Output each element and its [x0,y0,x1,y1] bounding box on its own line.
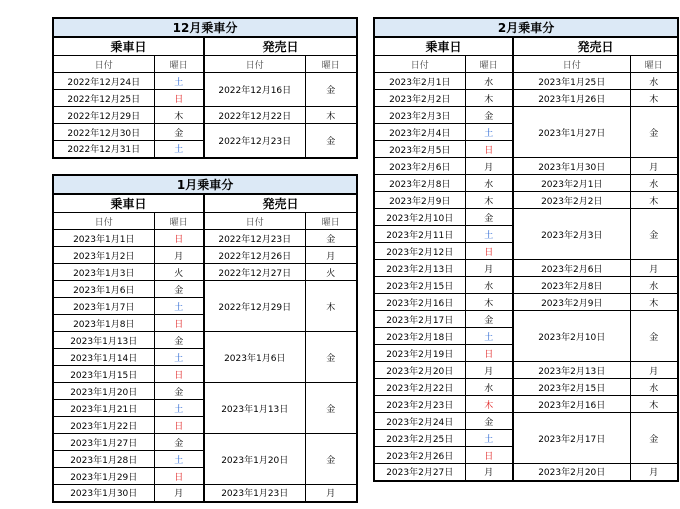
ride-date: 2023年1月7日 [53,298,154,315]
sale-date: 2022年12月27日 [204,264,305,281]
ride-date: 2023年1月27日 [53,434,154,451]
ride-date: 2023年1月3日 [53,264,154,281]
ride-date: 2023年2月11日 [374,226,465,243]
table-row [374,209,678,226]
ride-weekday: 月 [465,464,513,481]
date-column-header: 日付 [53,56,154,73]
ride-date: 2023年2月23日 [374,396,465,413]
ride-weekday: 土 [154,451,204,468]
ride-weekday: 金 [465,107,513,124]
ride-weekday: 金 [154,434,204,451]
ride-weekday: 日 [465,345,513,362]
table-row [374,379,678,396]
ride-date: 2023年2月9日 [374,192,465,209]
ride-date: 2022年12月29日 [53,107,154,124]
sale-date-header: 発売日 [513,37,678,56]
ride-weekday: 金 [154,383,204,400]
weekday-column-header: 曜日 [465,56,513,73]
ride-date-header: 乗車日 [374,37,513,56]
sale-date: 2023年2月8日 [513,277,630,294]
sale-weekday: 木 [630,90,678,107]
ride-date: 2023年1月14日 [53,349,154,366]
ride-date: 2023年2月26日 [374,447,465,464]
ride-date: 2023年2月16日 [374,294,465,311]
sale-weekday: 木 [630,294,678,311]
sale-weekday: 火 [305,264,357,281]
table-row [53,383,357,400]
sale-weekday: 月 [305,247,357,264]
date-column-header: 日付 [513,56,630,73]
sale-date: 2022年12月29日 [204,281,305,332]
ride-weekday: 土 [465,430,513,447]
table-row [374,311,678,328]
sale-date: 2023年1月13日 [204,383,305,434]
ride-date: 2023年2月24日 [374,413,465,430]
ride-date: 2023年1月30日 [53,485,154,502]
sale-weekday: 金 [305,383,357,434]
table-row [374,158,678,175]
sale-weekday: 金 [305,332,357,383]
ride-date: 2023年1月21日 [53,400,154,417]
ride-date: 2023年2月20日 [374,362,465,379]
ride-date: 2023年1月8日 [53,315,154,332]
ride-date: 2023年2月15日 [374,277,465,294]
sale-weekday: 金 [630,209,678,260]
ride-weekday: 木 [465,192,513,209]
table-row [374,107,678,124]
ride-date: 2023年2月8日 [374,175,465,192]
ride-date: 2023年2月13日 [374,260,465,277]
ride-weekday: 日 [465,243,513,260]
sale-date: 2022年12月22日 [204,107,305,124]
sale-date: 2023年1月6日 [204,332,305,383]
ride-date: 2023年1月29日 [53,468,154,485]
table-row [53,73,357,90]
sale-weekday: 月 [630,464,678,481]
sale-weekday: 金 [305,434,357,485]
ride-weekday: 金 [154,332,204,349]
ride-date: 2023年2月1日 [374,73,465,90]
table-row [374,413,678,430]
table-row [53,124,357,141]
sale-weekday: 木 [305,281,357,332]
ride-weekday: 火 [154,264,204,281]
ride-weekday: 木 [154,107,204,124]
ride-weekday: 土 [154,298,204,315]
ride-date: 2023年1月22日 [53,417,154,434]
ride-weekday: 土 [154,141,204,158]
ride-weekday: 月 [465,158,513,175]
sale-weekday: 金 [630,311,678,362]
sale-date-header: 発売日 [204,37,357,56]
sale-date: 2023年1月30日 [513,158,630,175]
sale-date-header: 発売日 [204,194,357,213]
ride-date: 2023年1月13日 [53,332,154,349]
ride-weekday: 日 [154,468,204,485]
ride-date: 2023年2月4日 [374,124,465,141]
ride-date: 2023年1月28日 [53,451,154,468]
weekday-column-header: 曜日 [154,213,204,230]
table-row [53,332,357,349]
sale-date: 2022年12月26日 [204,247,305,264]
table-row [374,73,678,90]
sale-weekday: 金 [630,107,678,158]
weekday-column-header: 曜日 [154,56,204,73]
sale-date: 2022年12月16日 [204,73,305,107]
table-row [374,362,678,379]
ride-weekday: 水 [465,73,513,90]
ride-date: 2023年2月25日 [374,430,465,447]
ride-weekday: 土 [465,226,513,243]
ride-date: 2023年2月12日 [374,243,465,260]
ride-weekday: 日 [154,417,204,434]
date-column-header: 日付 [53,213,154,230]
ride-date: 2023年2月6日 [374,158,465,175]
table-row [374,396,678,413]
ride-date: 2023年1月6日 [53,281,154,298]
sale-weekday: 金 [305,124,357,158]
ride-weekday: 日 [154,230,204,247]
table-row [374,175,678,192]
sale-date: 2023年1月27日 [513,107,630,158]
ride-date: 2023年1月2日 [53,247,154,264]
ride-date: 2023年1月15日 [53,366,154,383]
sale-date: 2023年2月16日 [513,396,630,413]
table-title: 2月乗車分 [374,18,678,37]
weekday-column-header: 曜日 [305,213,357,230]
ride-date: 2023年2月22日 [374,379,465,396]
sale-weekday: 月 [630,158,678,175]
ride-weekday: 木 [465,294,513,311]
ride-date: 2022年12月24日 [53,73,154,90]
sale-weekday: 水 [630,379,678,396]
table-row [53,434,357,451]
ride-weekday: 土 [154,400,204,417]
sale-date: 2023年2月10日 [513,311,630,362]
sale-date: 2023年2月17日 [513,413,630,464]
sale-date: 2023年2月13日 [513,362,630,379]
ride-weekday: 金 [154,124,204,141]
sale-date: 2022年12月23日 [204,230,305,247]
december-table [52,17,358,159]
table-row [53,485,357,502]
table-title: 1月乗車分 [53,175,357,194]
ride-date: 2023年1月20日 [53,383,154,400]
ride-weekday: 土 [465,328,513,345]
table-row [53,247,357,264]
sale-date: 2023年2月6日 [513,260,630,277]
ride-weekday: 日 [154,90,204,107]
sale-date: 2023年1月25日 [513,73,630,90]
sale-weekday: 水 [630,73,678,90]
ride-weekday: 金 [154,281,204,298]
table-row [374,294,678,311]
sale-weekday: 金 [305,73,357,107]
sale-date: 2023年1月26日 [513,90,630,107]
sale-date: 2023年2月15日 [513,379,630,396]
ride-weekday: 金 [465,209,513,226]
ride-date: 2023年2月3日 [374,107,465,124]
ride-date: 2023年2月2日 [374,90,465,107]
ride-date-header: 乗車日 [53,194,204,213]
sale-date: 2023年2月20日 [513,464,630,481]
table-row [53,264,357,281]
ride-weekday: 日 [465,141,513,158]
ride-weekday: 月 [465,260,513,277]
ride-weekday: 月 [154,247,204,264]
ride-weekday: 土 [154,73,204,90]
ride-date-header: 乗車日 [53,37,204,56]
table-row [374,260,678,277]
sale-date: 2022年12月23日 [204,124,305,158]
ride-date: 2023年2月19日 [374,345,465,362]
sale-weekday: 金 [305,230,357,247]
sale-weekday: 木 [630,192,678,209]
sale-weekday: 金 [630,413,678,464]
table-row [53,281,357,298]
ride-date: 2023年2月27日 [374,464,465,481]
weekday-column-header: 曜日 [305,56,357,73]
weekday-column-header: 曜日 [630,56,678,73]
ride-weekday: 月 [465,362,513,379]
sale-weekday: 木 [630,396,678,413]
ride-weekday: 月 [154,485,204,502]
sale-date: 2023年2月2日 [513,192,630,209]
sale-date: 2023年2月3日 [513,209,630,260]
sale-date: 2023年1月23日 [204,485,305,502]
table-row [374,277,678,294]
ride-weekday: 土 [465,124,513,141]
ride-date: 2022年12月30日 [53,124,154,141]
sale-date: 2023年2月9日 [513,294,630,311]
ride-date: 2023年2月18日 [374,328,465,345]
table-row [374,192,678,209]
table-row [374,90,678,107]
ride-date: 2023年2月17日 [374,311,465,328]
sale-date: 2023年2月1日 [513,175,630,192]
ride-weekday: 木 [465,396,513,413]
sale-weekday: 月 [630,362,678,379]
ride-weekday: 水 [465,175,513,192]
ride-weekday: 土 [154,349,204,366]
table-title: 12月乗車分 [53,18,357,37]
table-row [53,230,357,247]
sale-weekday: 月 [305,485,357,502]
table-row [374,464,678,481]
ride-date: 2023年2月5日 [374,141,465,158]
table-row [53,107,357,124]
date-column-header: 日付 [374,56,465,73]
february-table [373,17,679,482]
ride-date: 2022年12月25日 [53,90,154,107]
sale-weekday: 水 [630,277,678,294]
january-table [52,174,358,503]
ride-weekday: 金 [465,311,513,328]
sale-weekday: 水 [630,175,678,192]
date-column-header: 日付 [204,56,305,73]
ride-weekday: 日 [465,447,513,464]
ride-weekday: 日 [154,366,204,383]
sale-date: 2023年1月20日 [204,434,305,485]
ride-weekday: 水 [465,277,513,294]
ride-weekday: 水 [465,379,513,396]
ride-weekday: 日 [154,315,204,332]
date-column-header: 日付 [204,213,305,230]
ride-date: 2023年2月10日 [374,209,465,226]
sale-weekday: 月 [630,260,678,277]
sale-weekday: 木 [305,107,357,124]
ride-weekday: 金 [465,413,513,430]
ride-date: 2023年1月1日 [53,230,154,247]
ride-date: 2022年12月31日 [53,141,154,158]
ride-weekday: 木 [465,90,513,107]
